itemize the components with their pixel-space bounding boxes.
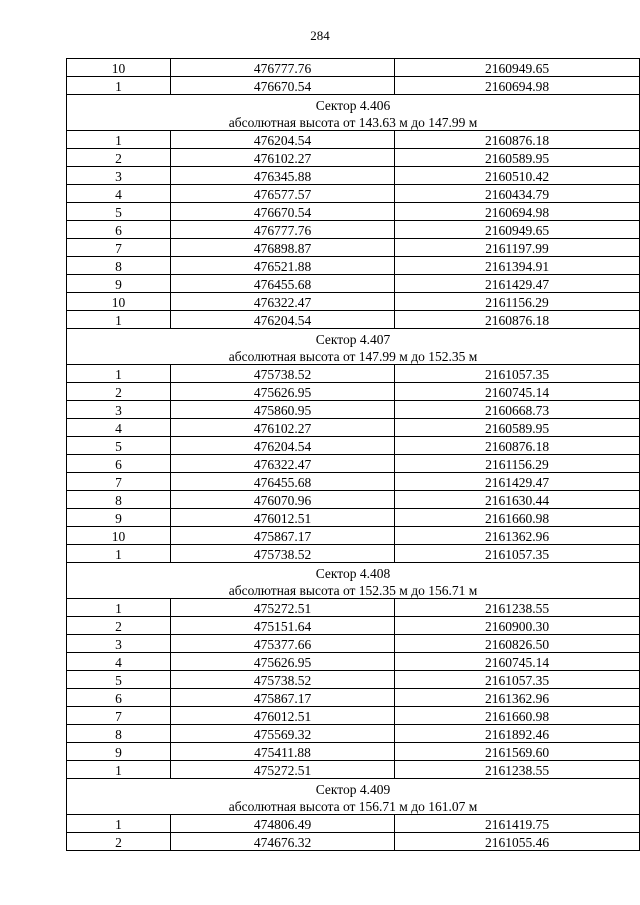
x-coordinate-cell: 475860.95 [171, 401, 395, 419]
table-row [67, 725, 640, 743]
table-row [67, 707, 640, 725]
coordinates-table [66, 58, 640, 851]
table-row [67, 455, 640, 473]
sector-altitude-range: абсолютная высота от 143.63 м до 147.99 м [67, 113, 640, 131]
x-coordinate-cell: 476455.68 [171, 473, 395, 491]
table-row [67, 311, 640, 329]
table-row [67, 689, 640, 707]
point-number-cell: 2 [67, 833, 171, 851]
table-row [67, 185, 640, 203]
y-coordinate-cell: 2161362.96 [395, 689, 640, 707]
point-number-cell: 8 [67, 491, 171, 509]
sector-title: Сектор 4.408 [67, 563, 640, 582]
table-row [67, 167, 640, 185]
x-coordinate-cell: 475738.52 [171, 671, 395, 689]
y-coordinate-cell: 2161238.55 [395, 761, 640, 779]
sector-range-row [67, 347, 640, 365]
table-row [67, 77, 640, 95]
y-coordinate-cell: 2160510.42 [395, 167, 640, 185]
point-number-cell: 8 [67, 257, 171, 275]
x-coordinate-cell: 475738.52 [171, 365, 395, 383]
x-coordinate-cell: 476322.47 [171, 293, 395, 311]
point-number-cell: 6 [67, 455, 171, 473]
point-number-cell: 10 [67, 293, 171, 311]
x-coordinate-cell: 476012.51 [171, 707, 395, 725]
table-row [67, 383, 640, 401]
point-number-cell: 4 [67, 185, 171, 203]
point-number-cell: 1 [67, 761, 171, 779]
table-row [67, 545, 640, 563]
point-number-cell: 1 [67, 815, 171, 833]
x-coordinate-cell: 475411.88 [171, 743, 395, 761]
y-coordinate-cell: 2161055.46 [395, 833, 640, 851]
point-number-cell: 7 [67, 473, 171, 491]
sector-header-row [67, 563, 640, 582]
y-coordinate-cell: 2160589.95 [395, 149, 640, 167]
sector-title: Сектор 4.407 [67, 329, 640, 348]
point-number-cell: 4 [67, 419, 171, 437]
x-coordinate-cell: 476898.87 [171, 239, 395, 257]
y-coordinate-cell: 2161419.75 [395, 815, 640, 833]
y-coordinate-cell: 2160876.18 [395, 131, 640, 149]
y-coordinate-cell: 2161156.29 [395, 293, 640, 311]
point-number-cell: 9 [67, 275, 171, 293]
y-coordinate-cell: 2160434.79 [395, 185, 640, 203]
x-coordinate-cell: 474676.32 [171, 833, 395, 851]
y-coordinate-cell: 2160900.30 [395, 617, 640, 635]
point-number-cell: 1 [67, 77, 171, 95]
x-coordinate-cell: 476322.47 [171, 455, 395, 473]
point-number-cell: 10 [67, 527, 171, 545]
table-row [67, 491, 640, 509]
y-coordinate-cell: 2160876.18 [395, 437, 640, 455]
point-number-cell: 3 [67, 167, 171, 185]
sector-header-row [67, 779, 640, 798]
x-coordinate-cell: 475867.17 [171, 689, 395, 707]
point-number-cell: 7 [67, 707, 171, 725]
x-coordinate-cell: 476670.54 [171, 77, 395, 95]
y-coordinate-cell: 2161057.35 [395, 545, 640, 563]
table-row [67, 599, 640, 617]
x-coordinate-cell: 475377.66 [171, 635, 395, 653]
table-row [67, 203, 640, 221]
x-coordinate-cell: 475626.95 [171, 383, 395, 401]
y-coordinate-cell: 2161197.99 [395, 239, 640, 257]
x-coordinate-cell: 475867.17 [171, 527, 395, 545]
point-number-cell: 5 [67, 437, 171, 455]
point-number-cell: 5 [67, 671, 171, 689]
y-coordinate-cell: 2161156.29 [395, 455, 640, 473]
x-coordinate-cell: 476455.68 [171, 275, 395, 293]
point-number-cell: 4 [67, 653, 171, 671]
table-row [67, 743, 640, 761]
x-coordinate-cell: 476102.27 [171, 149, 395, 167]
x-coordinate-cell: 476345.88 [171, 167, 395, 185]
table-row [67, 401, 640, 419]
point-number-cell: 6 [67, 221, 171, 239]
sector-range-row [67, 581, 640, 599]
table-row [67, 671, 640, 689]
table-row [67, 653, 640, 671]
point-number-cell: 9 [67, 743, 171, 761]
y-coordinate-cell: 2161569.60 [395, 743, 640, 761]
table-row [67, 833, 640, 851]
y-coordinate-cell: 2161660.98 [395, 707, 640, 725]
point-number-cell: 2 [67, 383, 171, 401]
y-coordinate-cell: 2161238.55 [395, 599, 640, 617]
table-row [67, 275, 640, 293]
x-coordinate-cell: 475738.52 [171, 545, 395, 563]
table-row [67, 617, 640, 635]
table-row [67, 131, 640, 149]
point-number-cell: 3 [67, 401, 171, 419]
x-coordinate-cell: 476204.54 [171, 131, 395, 149]
point-number-cell: 1 [67, 131, 171, 149]
table-row [67, 473, 640, 491]
point-number-cell: 3 [67, 635, 171, 653]
table-row [67, 815, 640, 833]
y-coordinate-cell: 2161362.96 [395, 527, 640, 545]
x-coordinate-cell: 475151.64 [171, 617, 395, 635]
y-coordinate-cell: 2160668.73 [395, 401, 640, 419]
table-row [67, 419, 640, 437]
sector-range-row [67, 113, 640, 131]
y-coordinate-cell: 2161660.98 [395, 509, 640, 527]
y-coordinate-cell: 2161394.91 [395, 257, 640, 275]
sector-title: Сектор 4.406 [67, 95, 640, 114]
point-number-cell: 6 [67, 689, 171, 707]
table-row [67, 365, 640, 383]
x-coordinate-cell: 476102.27 [171, 419, 395, 437]
x-coordinate-cell: 476070.96 [171, 491, 395, 509]
x-coordinate-cell: 476777.76 [171, 59, 395, 77]
point-number-cell: 2 [67, 149, 171, 167]
table-row [67, 437, 640, 455]
y-coordinate-cell: 2160876.18 [395, 311, 640, 329]
y-coordinate-cell: 2160949.65 [395, 221, 640, 239]
table-row [67, 527, 640, 545]
x-coordinate-cell: 476577.57 [171, 185, 395, 203]
point-number-cell: 2 [67, 617, 171, 635]
page-number: 284 [310, 28, 330, 43]
coordinates-table-body [67, 59, 640, 851]
point-number-cell: 5 [67, 203, 171, 221]
y-coordinate-cell: 2161429.47 [395, 275, 640, 293]
y-coordinate-cell: 2160694.98 [395, 203, 640, 221]
sector-header-row [67, 329, 640, 348]
table-row [67, 221, 640, 239]
table-row [67, 635, 640, 653]
x-coordinate-cell: 476777.76 [171, 221, 395, 239]
x-coordinate-cell: 475272.51 [171, 599, 395, 617]
y-coordinate-cell: 2161429.47 [395, 473, 640, 491]
x-coordinate-cell: 475626.95 [171, 653, 395, 671]
sector-altitude-range: абсолютная высота от 156.71 м до 161.07 м [67, 797, 640, 815]
table-row [67, 761, 640, 779]
point-number-cell: 9 [67, 509, 171, 527]
point-number-cell: 10 [67, 59, 171, 77]
x-coordinate-cell: 476204.54 [171, 437, 395, 455]
table-row [67, 509, 640, 527]
table-row [67, 239, 640, 257]
y-coordinate-cell: 2160745.14 [395, 383, 640, 401]
point-number-cell: 1 [67, 311, 171, 329]
x-coordinate-cell: 476012.51 [171, 509, 395, 527]
y-coordinate-cell: 2161630.44 [395, 491, 640, 509]
x-coordinate-cell: 475569.32 [171, 725, 395, 743]
sector-altitude-range: абсолютная высота от 152.35 м до 156.71 м [67, 581, 640, 599]
y-coordinate-cell: 2160745.14 [395, 653, 640, 671]
point-number-cell: 1 [67, 365, 171, 383]
x-coordinate-cell: 474806.49 [171, 815, 395, 833]
sector-altitude-range: абсолютная высота от 147.99 м до 152.35 м [67, 347, 640, 365]
sector-header-row [67, 95, 640, 114]
y-coordinate-cell: 2161892.46 [395, 725, 640, 743]
y-coordinate-cell: 2160694.98 [395, 77, 640, 95]
x-coordinate-cell: 475272.51 [171, 761, 395, 779]
point-number-cell: 8 [67, 725, 171, 743]
table-row [67, 257, 640, 275]
x-coordinate-cell: 476204.54 [171, 311, 395, 329]
sector-title: Сектор 4.409 [67, 779, 640, 798]
point-number-cell: 7 [67, 239, 171, 257]
sector-range-row [67, 797, 640, 815]
y-coordinate-cell: 2161057.35 [395, 671, 640, 689]
y-coordinate-cell: 2161057.35 [395, 365, 640, 383]
x-coordinate-cell: 476521.88 [171, 257, 395, 275]
table-row [67, 293, 640, 311]
x-coordinate-cell: 476670.54 [171, 203, 395, 221]
point-number-cell: 1 [67, 599, 171, 617]
y-coordinate-cell: 2160826.50 [395, 635, 640, 653]
table-row [67, 149, 640, 167]
y-coordinate-cell: 2160589.95 [395, 419, 640, 437]
point-number-cell: 1 [67, 545, 171, 563]
table-row [67, 59, 640, 77]
y-coordinate-cell: 2160949.65 [395, 59, 640, 77]
